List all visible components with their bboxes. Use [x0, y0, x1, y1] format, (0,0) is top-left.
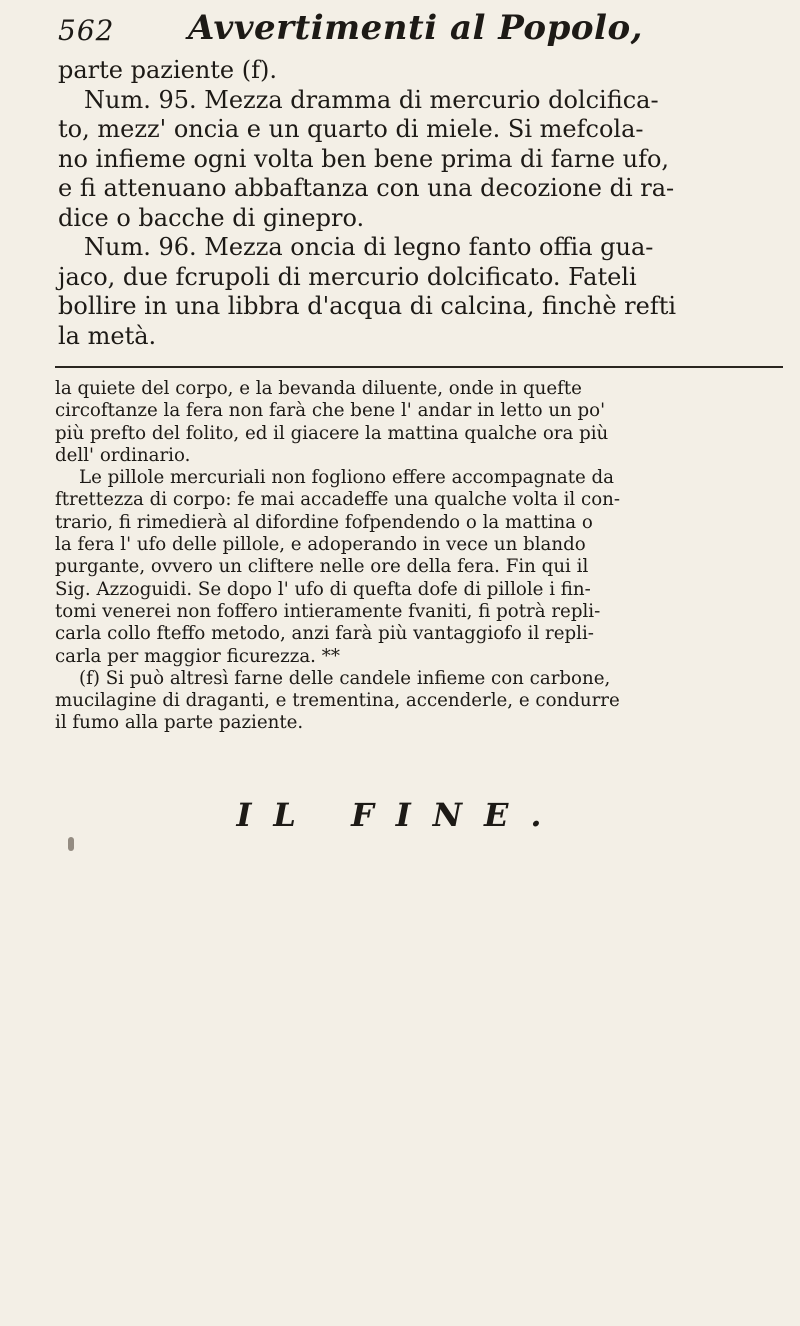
running-title: Avvertimenti al Popolo,	[188, 8, 643, 48]
text-line: e fi attenuano abbaftanza con una decozione di ra-	[58, 174, 675, 202]
footnotes	[55, 378, 783, 735]
footnote-line: (f) Si può altresì farne delle candele infieme con carbone,	[79, 667, 611, 689]
footnote-line: purgante, ovvero un cliftere nelle ore della fera. Fin qui il	[55, 556, 589, 578]
text-line: jaco, due fcrupoli di mercurio dolcificato. Fateli	[58, 262, 637, 291]
footnote-line: più prefto del folito, ed il giacere la mattina qualche ora più	[55, 422, 609, 444]
footnote-line: Le pillole mercuriali non fogliono effere accompagnate da	[79, 467, 615, 489]
main-text	[58, 56, 780, 351]
footnote-line: la fera l' ufo delle pillole, e adoperando in vece un blando	[55, 534, 586, 556]
page-number: 562	[58, 14, 115, 47]
end-mark: IL FINE.	[236, 796, 564, 834]
footnote-line: mucilagine di draganti, e trementina, accenderle, e condurre	[55, 690, 620, 712]
text-line: dice o bacche di ginepro.	[58, 203, 365, 232]
text-line: no infieme ogni volta ben bene prima di farne ufo,	[58, 144, 670, 173]
text-line: parte paziente (f).	[58, 56, 277, 84]
footnote-line: tomi venerei non foffero intieramente fvaniti, fi potrà repli-	[55, 600, 601, 622]
footnote-line: Sig. Azzoguidi. Se dopo l' ufo di quefta dofe di pillole i fin-	[55, 578, 591, 600]
footnote-line: il fumo alla parte paziente.	[55, 712, 304, 734]
footnote-line: circoftanze la fera non farà che bene l' andar in letto un po'	[55, 400, 606, 422]
text-line: bollire in una libbra d'acqua di calcina, finchè refti	[58, 292, 677, 320]
footnote-line: trario, fi rimedierà al difordine fofpendendo o la mattina o	[55, 511, 593, 533]
text-line: la metà.	[58, 321, 157, 350]
footnote-line: la quiete del corpo, e la bevanda diluente, onde in quefte	[55, 378, 582, 399]
footnote-line: dell' ordinario.	[55, 444, 191, 466]
text-line: Num. 95. Mezza dramma di mercurio dolcifica-	[84, 85, 659, 114]
footnote-line: carla per maggior ficurezza. **	[55, 645, 340, 667]
page-header	[58, 6, 778, 54]
footnote-line: carla collo fteffo metodo, anzi farà più vantaggiofo il repli-	[55, 623, 594, 645]
text-line: to, mezz' oncia e un quarto di miele. Si mefcola-	[58, 115, 644, 143]
ink-blot	[68, 837, 74, 851]
text-line: Num. 96. Mezza oncia di legno fanto offia gua-	[84, 233, 654, 261]
footnote-line: ftrettezza di corpo: fe mai accadeffe una qualche volta il con-	[55, 489, 621, 511]
footnote-divider	[55, 366, 783, 368]
